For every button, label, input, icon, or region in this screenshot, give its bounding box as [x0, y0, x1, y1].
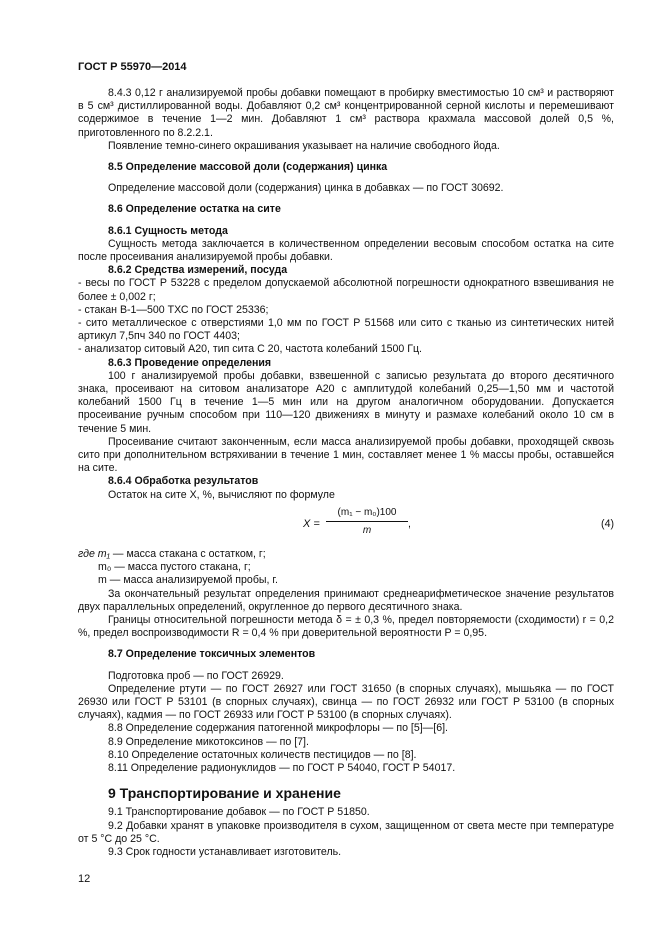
- list-item: 8.10 Определение остаточных количеств пестицидов — по [8].: [108, 748, 417, 761]
- paragraph-final-result: За окончательный результат определения принимают среднеарифметическое значение результатов двух параллельных определений, округленное до первого десятичного знака.: [78, 587, 614, 613]
- formula-number: (4): [601, 517, 614, 530]
- legend-item: m₀ — масса пустого стакана, г;: [98, 561, 251, 574]
- paragraph-8-6-3a: 100 г анализируемой пробы добавки, взвешенной с записью результата до второго десятичного знака, просеивают на ситовом анализаторе А20 с амплитудой колебаний 0,25—1,50 мм и частотой колебаний 1500 Гц в течение 1—5 мин или на другом аналогичном оборудовании. Допускается просеивание ручным способом при 110—120 движениях в минуту и размахе колебаний около 10 см в течение 5 мин.: [78, 369, 614, 435]
- list-item: 8.11 Определение радионуклидов — по ГОСТ Р 54040, ГОСТ Р 54017.: [108, 761, 456, 774]
- list-item: 8.8 Определение содержания патогенной микрофлоры — по [5]—[6].: [108, 722, 449, 735]
- list-item: - весы по ГОСТ Р 53228 с пределом допускаемой абсолютной погрешности однократного взвешивания не более ± 0,002 г;: [78, 277, 614, 303]
- list-item: - стакан В-1—500 ТХС по ГОСТ 25336;: [78, 303, 269, 316]
- legend-item: где m₁ — масса стакана с остатком, г;: [78, 547, 266, 560]
- document-header: ГОСТ Р 55970—2014: [78, 61, 187, 73]
- heading-8-6: 8.6 Определение остатка на сите: [108, 203, 281, 216]
- paragraph-9-1: 9.1 Транспортирование добавок — по ГОСТ Р 51850.: [108, 806, 370, 819]
- paragraph-8-6-3b: Просеивание считают законченным, если масса анализируемой пробы добавки, проходящей сквозь сито при дополнительном встряхивании в течение 1 мин, составляет менее 1 % массы пробы, оставшейся на сите.: [78, 435, 614, 475]
- heading-8-6-4: 8.6.4 Обработка результатов: [108, 475, 259, 488]
- formula-numerator: (m₁ − m₀)100: [326, 506, 408, 522]
- paragraph-8-5: Определение массовой доли (содержания) цинка в добавках — по ГОСТ 30692.: [108, 182, 504, 195]
- formula-denominator: m: [362, 525, 372, 537]
- list-item: - анализатор ситовый А20, тип сита С 20, частота колебаний 1500 Гц.: [78, 343, 422, 356]
- paragraph-8-4-3: 8.4.3 0,12 г анализируемой пробы добавки помещают в пробирку вместимостью 10 см³ и растворяют в 5 см³ дистиллированной воды. Добавляют 0,2 см³ концентрированной серной кислоты и перемешивают содержимое в течение 1—2 мин. Добавляют 1 см³ раствора крахмала массовой долей 0,5 %, приготовленного по 8.2.2.1.: [78, 87, 614, 139]
- heading-8-7: 8.7 Определение токсичных элементов: [108, 648, 316, 661]
- heading-8-5: 8.5 Определение массовой доли (содержания) цинка: [108, 161, 388, 174]
- legend-item: m — масса анализируемой пробы, г.: [98, 574, 278, 587]
- list-item: - сито металлическое с отверстиями 1,0 мм по ГОСТ Р 51568 или сито с тканью из синтетических нитей артикул 7,5пч 340 по ГОСТ 4403;: [78, 317, 614, 343]
- paragraph-8-7b: Определение ртути — по ГОСТ 26927 или ГОСТ 31650 (в спорных случаях), мышьяка — по ГОСТ 26930 или ГОСТ Р 53101 (в спорных случаях), свинца — по ГОСТ 26932 или ГОСТ Р 53100 (в спорных случаях), кадмия — по ГОСТ 26933 или ГОСТ Р 53100 (в спорных случаях).: [78, 682, 614, 722]
- heading-8-6-2: 8.6.2 Средства измерений, посуда: [108, 264, 288, 277]
- paragraph-8-6-1: Сущность метода заключается в количественном определении весовым способом остатка на сите после просеивания анализируемой пробы добавки.: [78, 237, 614, 264]
- formula-4: [78, 506, 614, 546]
- heading-8-6-1: 8.6.1 Сущность метода: [108, 224, 228, 237]
- list-item: 8.9 Определение микотоксинов — по [7].: [108, 735, 309, 748]
- paragraph-8-4-3-result: Появление темно-синего окрашивания указывает на наличие свободного йода.: [108, 139, 500, 152]
- heading-8-6-3: 8.6.3 Проведение определения: [108, 356, 272, 369]
- paragraph-8-7a: Подготовка проб — по ГОСТ 26929.: [108, 669, 284, 682]
- paragraph-9-2: 9.2 Добавки хранят в упаковке производителя в сухом, защищенном от света месте при температуре от 5 °С до 25 °С.: [78, 819, 614, 845]
- formula-fraction: [326, 506, 408, 537]
- page-number: 12: [78, 873, 91, 885]
- page-body: [78, 87, 614, 859]
- paragraph-error-bounds: Границы относительной погрешности метода δ = ± 0,3 %, предел повторяемости (сходимости) r = 0,2 %, предел воспроизводимости R = 0,4 % при доверительной вероятности P = 0,95.: [78, 613, 614, 640]
- formula-comma: ,: [408, 517, 411, 530]
- formula-lhs: X =: [303, 517, 320, 530]
- paragraph-8-6-4: Остаток на сите X, %, вычисляют по формуле: [108, 488, 335, 501]
- heading-section-9: 9 Транспортирование и хранение: [108, 785, 341, 802]
- paragraph-9-3: 9.3 Срок годности устанавливает изготовитель.: [108, 845, 342, 858]
